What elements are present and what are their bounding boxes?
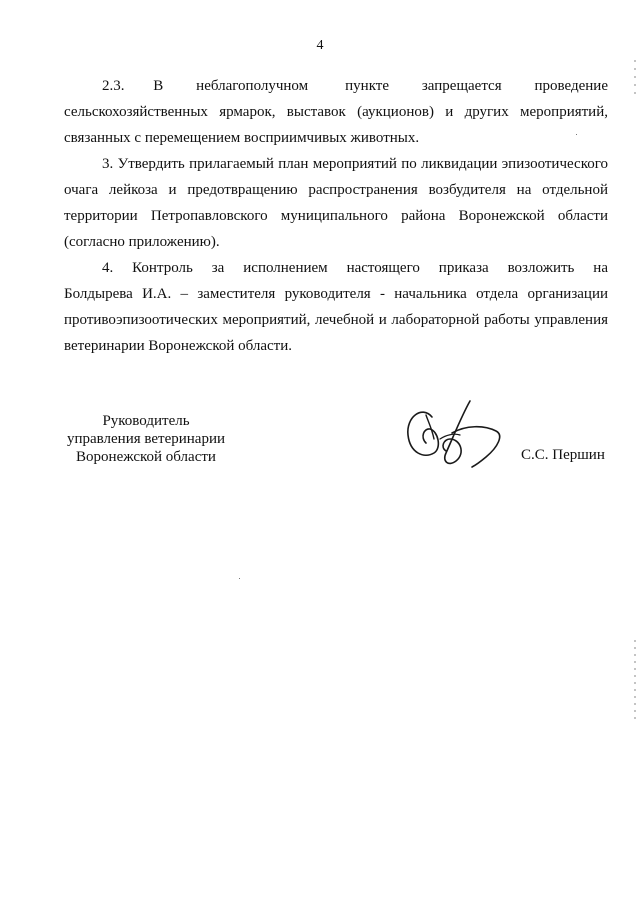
signatory-title-line-2: управления ветеринарии bbox=[66, 431, 226, 447]
scan-speck bbox=[239, 578, 240, 579]
paragraph-2-3: 2.3. В неблагополучном пункте запрещается проведение сельскохозяйственных ярмарок, выставок (аукционов) и других мероприятий, связанных с перемещением восприимчивых животных. bbox=[64, 78, 608, 146]
page-number: 4 bbox=[316, 38, 324, 53]
signatory-title-line-1: Руководитель bbox=[102, 413, 190, 429]
signatory-title bbox=[56, 412, 236, 466]
signer-name: С.С. Першин bbox=[521, 447, 605, 463]
scan-edge-marks bbox=[634, 40, 636, 900]
paragraph-4: 4. Контроль за исполнением настоящего приказа возложить на Болдырева И.А. – заместителя руководителя - начальника отдела организации противоэпизоотических мероприятий, лечебной и лабораторной работы управления ветеринарии Воронежской области. bbox=[64, 260, 608, 354]
scan-speck bbox=[576, 134, 577, 135]
paragraph-3: 3. Утвердить прилагаемый план мероприятий по ликвидации эпизоотического очага лейкоза и предотвращению распространения возбудителя на отдельной территории Петропавловского муниципального района Воронежской области (согласно приложению). bbox=[64, 156, 608, 250]
document-body bbox=[64, 73, 608, 359]
signatory-title-line-3: Воронежской области bbox=[76, 449, 216, 465]
handwritten-signature bbox=[400, 395, 510, 475]
